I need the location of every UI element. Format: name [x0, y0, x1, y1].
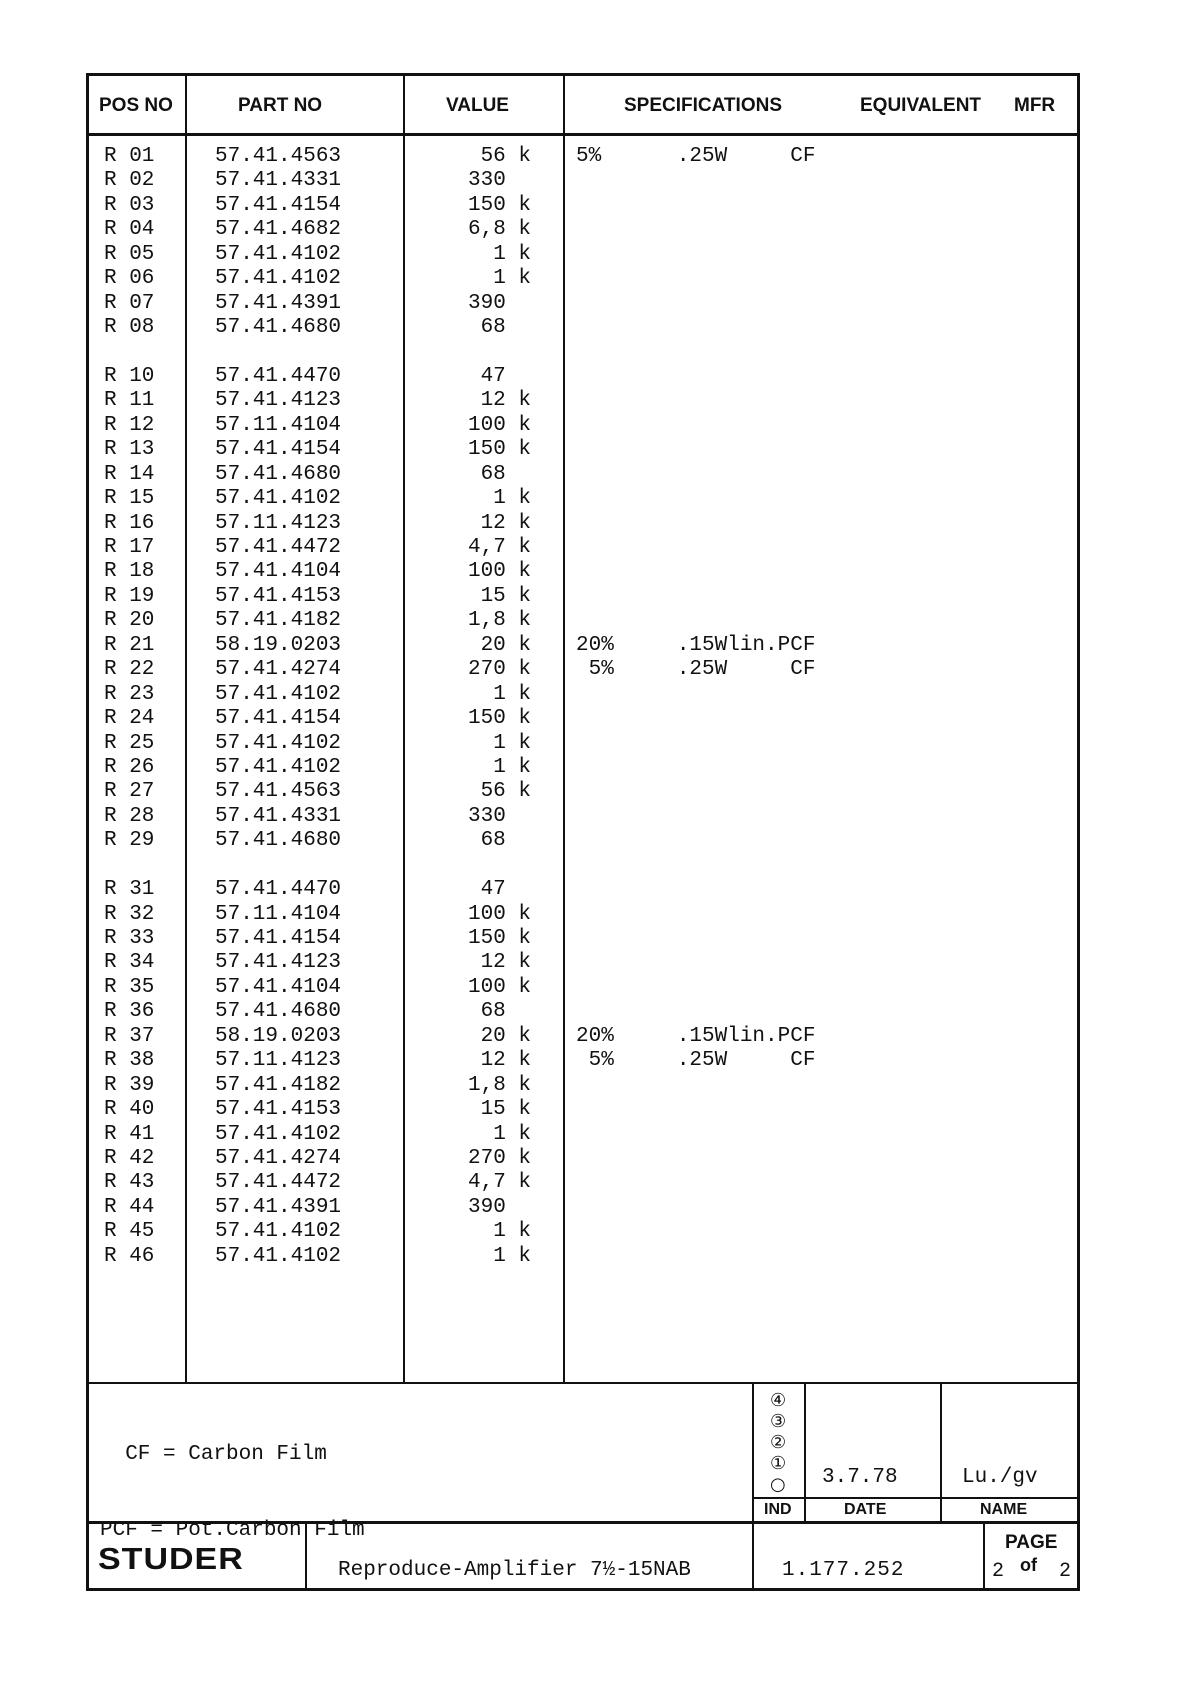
value-cell: 1 k — [493, 682, 531, 706]
page-label: PAGE — [1005, 1532, 1058, 1553]
pos-cell: R 02 — [104, 169, 155, 193]
spec-cell — [576, 463, 815, 487]
revision-label-divider — [752, 1497, 1080, 1499]
spec-cell — [576, 585, 815, 609]
part-cell: 57.41.4472 — [215, 536, 342, 559]
pos-cell: R 08 — [104, 316, 155, 340]
part-cell: 57.41.4680 — [215, 316, 342, 340]
pos-cell: R 01 — [104, 145, 155, 168]
value-cell: 6,8 k — [467, 218, 531, 242]
pos-cell: R 11 — [104, 389, 155, 413]
header-equivalent: EQUIVALENT — [860, 95, 982, 116]
spec-cell — [576, 829, 815, 853]
value-cell: 100 k — [467, 975, 531, 999]
spec-cell — [576, 1147, 815, 1171]
spec-cell — [576, 1098, 815, 1122]
pos-cell: R 31 — [104, 878, 155, 902]
pos-cell: R 06 — [104, 267, 155, 291]
spec-cell — [576, 1074, 815, 1098]
pos-cell: R 05 — [104, 242, 155, 266]
value-cell: 1 k — [493, 1122, 531, 1146]
part-cell — [215, 854, 341, 878]
part-cell: 57.41.4104 — [215, 975, 342, 999]
spec-cell — [576, 1196, 815, 1220]
part-cell: 57.41.4102 — [215, 755, 342, 779]
pos-cell: R 26 — [104, 755, 155, 779]
part-column — [215, 145, 341, 1269]
part-cell: 57.11.4104 — [215, 902, 342, 926]
value-cell: 68 — [480, 1000, 506, 1024]
value-cell: 4,7 k — [467, 536, 531, 559]
spec-cell — [576, 683, 815, 707]
header-value: VALUE — [446, 95, 509, 116]
spec-cell — [576, 194, 815, 218]
spec-cell — [576, 854, 815, 878]
pos-cell: R 13 — [104, 438, 155, 462]
spec-cell: 5% .25W CF — [576, 1049, 816, 1073]
part-cell: 57.11.4123 — [215, 1049, 342, 1073]
value-cell: 68 — [480, 316, 506, 340]
value-cell: 390 — [467, 291, 506, 315]
part-cell: 57.41.4102 — [215, 682, 342, 706]
header-part-no: PART NO — [238, 95, 323, 116]
part-cell: 57.41.4331 — [215, 169, 342, 193]
spec-cell — [576, 169, 815, 193]
part-cell: 57.41.4274 — [215, 1146, 342, 1170]
pos-cell: R 36 — [104, 1000, 155, 1024]
title-divider-page — [983, 1521, 985, 1591]
spec-cell — [576, 414, 815, 438]
spec-cell — [576, 1220, 815, 1244]
pos-cell: R 27 — [104, 780, 155, 804]
value-cell: 390 — [467, 1195, 506, 1219]
legend-cf: CF = Carbon Film — [100, 1443, 327, 1466]
pos-cell: R 25 — [104, 731, 155, 755]
pos-cell: R 20 — [104, 609, 155, 633]
pos-cell: R 39 — [104, 1073, 155, 1097]
revision-mark-1: ① — [770, 1453, 787, 1474]
pos-cell: R 41 — [104, 1122, 155, 1146]
spec-cell — [576, 903, 815, 927]
value-cell: 12 k — [480, 1049, 531, 1073]
header-pos-no: POS NO — [99, 95, 173, 116]
pos-cell: R 18 — [104, 560, 155, 584]
spec-cell — [576, 560, 815, 584]
header-divider — [86, 133, 1080, 136]
pos-cell: R 29 — [104, 829, 155, 853]
revision-ind-label: IND — [764, 1501, 792, 1518]
pos-cell: R 45 — [104, 1220, 155, 1244]
value-cell: 12 k — [480, 389, 531, 413]
value-cell: 68 — [480, 829, 506, 853]
value-cell: 1 k — [493, 267, 531, 291]
value-cell: 1 k — [493, 1220, 531, 1244]
table-bottom-divider — [86, 1382, 1080, 1384]
part-cell: 57.41.4680 — [215, 462, 342, 486]
value-cell: 20 k — [480, 633, 531, 657]
value-cell: 150 k — [467, 927, 531, 950]
header-specifications: SPECIFICATIONS — [624, 95, 782, 116]
part-cell: 57.41.4102 — [215, 731, 342, 755]
spec-cell — [576, 1245, 815, 1269]
value-cell: 150 k — [467, 193, 531, 217]
spec-cell: 5% .25W CF — [576, 145, 816, 168]
rev-divider-ind — [752, 1382, 754, 1522]
pos-cell: R 14 — [104, 462, 155, 486]
revision-mark-2: ② — [770, 1432, 787, 1453]
spec-cell — [576, 341, 815, 365]
part-cell: 57.41.4154 — [215, 438, 342, 462]
spec-cell: 20% .15Wlin.PCF — [576, 633, 816, 657]
part-cell: 57.41.4563 — [215, 145, 342, 168]
part-cell: 57.41.4182 — [215, 609, 342, 633]
value-cell: 1 k — [493, 731, 531, 755]
page-total: 2 — [1059, 1560, 1072, 1583]
part-cell: 57.11.4104 — [215, 413, 342, 437]
pos-cell: R 21 — [104, 633, 155, 657]
document-title: Reproduce-Amplifier 7½-15NAB — [338, 1559, 691, 1582]
pos-cell: R 07 — [104, 291, 155, 315]
value-cell: 56 k — [480, 780, 531, 804]
part-cell: 57.41.4123 — [215, 389, 342, 413]
part-cell: 57.41.4104 — [215, 560, 342, 584]
pos-cell: R 03 — [104, 193, 155, 217]
pos-column — [104, 145, 154, 1269]
spec-cell — [576, 756, 815, 780]
value-cell: 56 k — [480, 145, 531, 168]
revision-mark-3: ③ — [770, 1411, 787, 1432]
pos-cell: R 40 — [104, 1098, 155, 1122]
part-cell: 57.41.4682 — [215, 218, 342, 242]
spec-cell — [576, 292, 815, 316]
spec-column — [576, 145, 815, 1269]
spec-cell — [576, 1000, 815, 1024]
value-cell: 4,7 k — [467, 1171, 531, 1195]
value-cell: 270 k — [467, 1146, 531, 1170]
part-cell: 57.41.4102 — [215, 267, 342, 291]
spec-cell — [576, 218, 815, 242]
value-cell: 1,8 k — [467, 609, 531, 633]
value-cell: 20 k — [480, 1024, 531, 1048]
pos-cell: R 04 — [104, 218, 155, 242]
spec-cell — [576, 487, 815, 511]
part-cell: 57.41.4470 — [215, 878, 342, 902]
part-cell: 57.41.4391 — [215, 291, 342, 315]
revision-mark-0: ○ — [770, 1474, 786, 1495]
pos-cell: R 46 — [104, 1244, 155, 1268]
part-cell: 57.41.4102 — [215, 1122, 342, 1146]
part-cell: 57.41.4102 — [215, 487, 342, 511]
col-divider-part — [403, 73, 405, 1383]
part-cell: 57.41.4123 — [215, 951, 342, 975]
pos-cell: R 10 — [104, 364, 155, 388]
col-divider-pos — [185, 73, 187, 1383]
value-cell: 150 k — [467, 707, 531, 731]
value-cell: 100 k — [467, 413, 531, 437]
pos-cell: R 17 — [104, 536, 155, 559]
value-cell: 1 k — [493, 487, 531, 511]
value-cell: 1 k — [493, 755, 531, 779]
pos-cell: R 42 — [104, 1146, 155, 1170]
part-cell: 57.41.4470 — [215, 364, 342, 388]
pos-cell: R 16 — [104, 511, 155, 535]
spec-cell — [576, 1171, 815, 1195]
spec-cell — [576, 316, 815, 340]
rev-divider-name — [940, 1382, 942, 1522]
spec-cell — [576, 389, 815, 413]
part-cell: 57.11.4123 — [215, 511, 342, 535]
value-cell: 270 k — [467, 658, 531, 682]
part-cell: 57.41.4680 — [215, 829, 342, 853]
revision-marks — [770, 1390, 786, 1495]
col-divider-value — [563, 73, 565, 1383]
part-cell: 57.41.4331 — [215, 804, 342, 828]
page-of: of — [1020, 1555, 1037, 1575]
spec-cell — [576, 927, 815, 951]
spec-cell — [576, 365, 815, 389]
spec-cell: 20% .15Wlin.PCF — [576, 1024, 816, 1048]
revision-date-value: 3.7.78 — [822, 1466, 898, 1489]
part-cell: 57.41.4154 — [215, 193, 342, 217]
part-cell: 57.41.4102 — [215, 242, 342, 266]
revision-name-label: NAME — [980, 1501, 1028, 1518]
part-cell: 57.41.4182 — [215, 1073, 342, 1097]
part-cell: 57.41.4102 — [215, 1244, 342, 1268]
pos-cell: R 32 — [104, 902, 155, 926]
part-cell: 57.41.4154 — [215, 707, 342, 731]
value-column — [436, 145, 531, 1269]
spec-cell — [576, 976, 815, 1000]
revision-date-label: DATE — [844, 1501, 887, 1518]
value-cell: 12 k — [480, 951, 531, 975]
value-cell: 47 — [480, 364, 506, 388]
pos-cell — [104, 854, 154, 878]
spec-cell — [576, 267, 815, 291]
part-cell: 57.41.4274 — [215, 658, 342, 682]
document-number: 1.177.252 — [782, 1559, 905, 1582]
pos-cell: R 15 — [104, 487, 155, 511]
spec-cell — [576, 609, 815, 633]
part-cell: 57.41.4391 — [215, 1195, 342, 1219]
value-cell: 47 — [480, 878, 506, 902]
rev-divider-date — [804, 1382, 806, 1522]
revision-mark-4: ④ — [770, 1390, 787, 1411]
spec-cell: 5% .25W CF — [576, 658, 816, 682]
spec-cell — [576, 243, 815, 267]
value-cell: 330 — [467, 169, 506, 193]
pos-cell: R 12 — [104, 413, 155, 437]
value-cell: 1,8 k — [467, 1073, 531, 1097]
spec-cell — [576, 878, 815, 902]
value-cell: 100 k — [467, 902, 531, 926]
part-cell: 57.41.4563 — [215, 780, 342, 804]
pos-cell — [104, 341, 154, 365]
part-cell: 58.19.0203 — [215, 1024, 342, 1048]
value-cell: 15 k — [480, 1098, 531, 1122]
spec-cell — [576, 1123, 815, 1147]
pos-cell: R 22 — [104, 658, 155, 682]
value-cell: 100 k — [467, 560, 531, 584]
revision-name-value: Lu./gv — [962, 1466, 1038, 1489]
value-cell: 330 — [467, 804, 506, 828]
pos-cell: R 38 — [104, 1049, 155, 1073]
spec-cell — [576, 438, 815, 462]
value-cell: 68 — [480, 462, 506, 486]
pos-cell: R 37 — [104, 1024, 155, 1048]
value-cell — [436, 341, 531, 365]
spec-cell — [576, 951, 815, 975]
pos-cell: R 43 — [104, 1171, 155, 1195]
header-mfr: MFR — [1014, 95, 1056, 116]
value-cell: 150 k — [467, 438, 531, 462]
pos-cell: R 33 — [104, 927, 155, 950]
part-cell: 57.41.4154 — [215, 927, 342, 950]
spec-cell — [576, 536, 815, 560]
legend-pcf: PCF = Pot.Carbon Film — [100, 1519, 365, 1543]
pos-cell: R 19 — [104, 584, 155, 608]
spec-cell — [576, 512, 815, 536]
pos-cell: R 35 — [104, 975, 155, 999]
spec-cell — [576, 707, 815, 731]
spec-cell — [576, 805, 815, 829]
value-cell: 12 k — [480, 511, 531, 535]
page-current: 2 — [992, 1560, 1005, 1583]
pos-cell: R 28 — [104, 804, 155, 828]
pos-cell: R 23 — [104, 682, 155, 706]
studer-logo: STUDER — [98, 1541, 244, 1577]
pos-cell: R 44 — [104, 1195, 155, 1219]
part-cell: 57.41.4680 — [215, 1000, 342, 1024]
part-cell: 57.41.4153 — [215, 584, 342, 608]
value-cell: 1 k — [493, 242, 531, 266]
part-cell: 57.41.4472 — [215, 1171, 342, 1195]
part-cell: 57.41.4102 — [215, 1220, 342, 1244]
part-cell — [215, 341, 341, 365]
spec-cell — [576, 780, 815, 804]
part-cell: 58.19.0203 — [215, 633, 342, 657]
spec-cell — [576, 732, 815, 756]
pos-cell: R 24 — [104, 707, 155, 731]
pos-cell: R 34 — [104, 951, 155, 975]
part-cell: 57.41.4153 — [215, 1098, 342, 1122]
value-cell: 1 k — [493, 1244, 531, 1268]
value-cell: 15 k — [480, 584, 531, 608]
value-cell — [436, 854, 531, 878]
title-divider-docnum — [752, 1521, 754, 1591]
